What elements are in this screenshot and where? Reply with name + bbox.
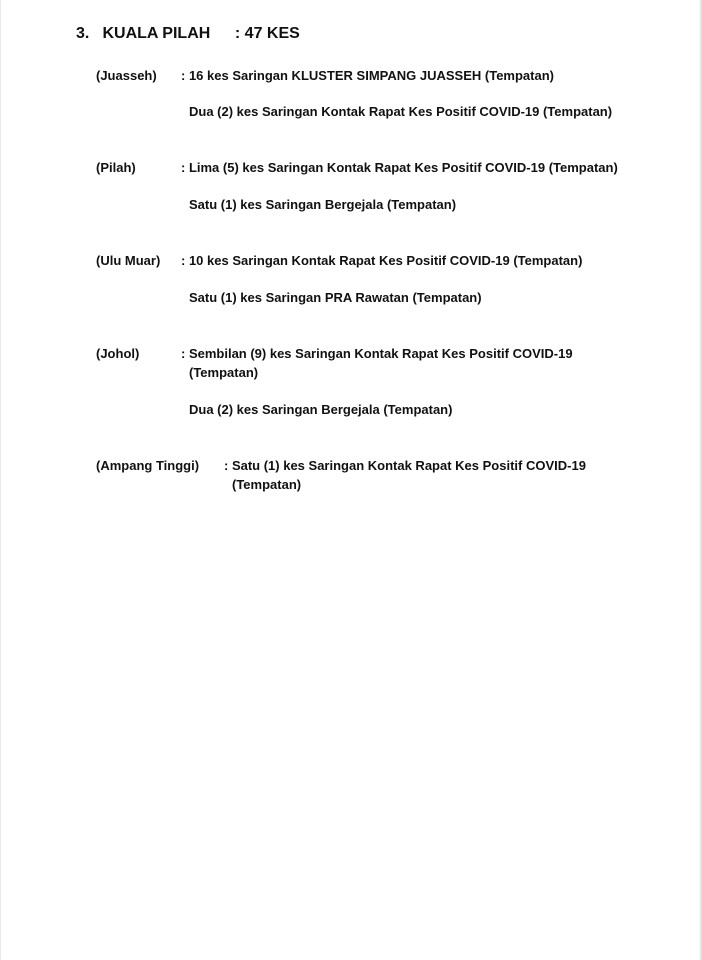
district-total: : 47 KES xyxy=(234,25,300,42)
section-number: 3. xyxy=(76,25,90,42)
area-entry-johol-1-cont: (Tempatan) xyxy=(189,365,259,380)
page-left-edge xyxy=(0,0,1,960)
area-entry-pilah-2: Satu (1) kes Saringan Bergejala (Tempatan) xyxy=(189,197,457,212)
area-entry-johol-1: : Sembilan (9) kes Saringan Kontak Rapat Kes Positif COVID-19 xyxy=(181,346,573,361)
area-entry-ulu-muar-2: Satu (1) kes Saringan PRA Rawatan (Tempatan) xyxy=(189,290,482,305)
area-label-johol: (Johol) xyxy=(96,346,140,361)
area-entry-juasseh-1: : 16 kes Saringan KLUSTER SIMPANG JUASSEH (Tempatan) xyxy=(181,68,554,83)
area-entry-pilah-1: : Lima (5) kes Saringan Kontak Rapat Kes Positif COVID-19 (Tempatan) xyxy=(181,160,618,175)
area-label-ampang-tinggi: (Ampang Tinggi) xyxy=(96,458,200,473)
area-entry-juasseh-2: Dua (2) kes Saringan Kontak Rapat Kes Positif COVID-19 (Tempatan) xyxy=(189,104,613,119)
district-name: KUALA PILAH xyxy=(102,25,211,42)
area-entry-johol-2: Dua (2) kes Saringan Bergejala (Tempatan) xyxy=(189,402,453,417)
area-label-ulu-muar: (Ulu Muar) xyxy=(96,253,161,268)
area-label-pilah: (Pilah) xyxy=(96,160,136,175)
area-entry-ampang-tinggi-1: : Satu (1) kes Saringan Kontak Rapat Kes Positif COVID-19 xyxy=(224,458,586,473)
section-heading xyxy=(76,25,300,43)
area-entry-ulu-muar-1: : 10 kes Saringan Kontak Rapat Kes Positif COVID-19 (Tempatan) xyxy=(181,253,583,268)
area-entry-ampang-tinggi-1-cont: (Tempatan) xyxy=(232,477,302,492)
area-label-juasseh: (Juasseh) xyxy=(96,68,157,83)
